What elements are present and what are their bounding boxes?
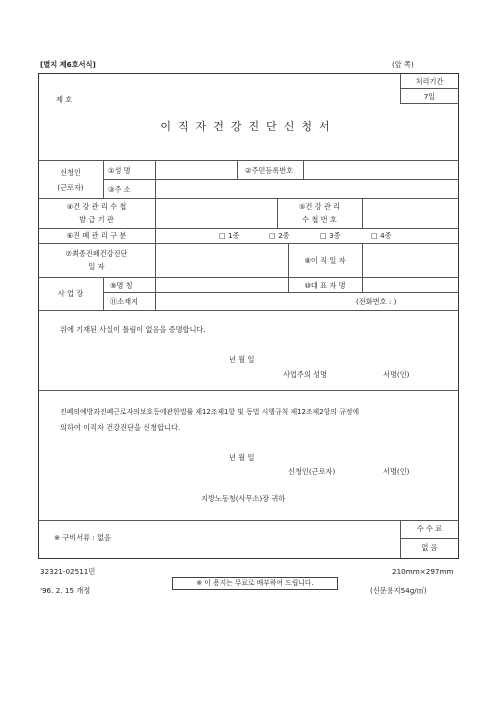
hm-no-label-2: 수 첩 번 호: [302, 215, 337, 224]
wp-name-label: ⑨명 칭: [110, 281, 133, 290]
fee-label: 수 수 료: [416, 524, 443, 533]
leave-date-label: ⑧이 직 일 자: [304, 256, 346, 265]
divider-period-bottom: [400, 103, 459, 104]
divider-period: [400, 88, 459, 89]
wp-name-field[interactable]: [156, 278, 287, 291]
class-option-3[interactable]: □ 3종: [320, 231, 341, 240]
processing-period-value: 7일: [423, 92, 436, 101]
applicant-label: 신청인: [60, 168, 81, 177]
divider-cert-top: [38, 310, 459, 311]
last-exam-label-2: 일 자: [88, 262, 105, 271]
required-docs: ※ 구비서류 : 없음: [54, 533, 111, 542]
class-option-4[interactable]: □ 4종: [371, 231, 392, 240]
page-title: 이직자건강진단신청서: [160, 120, 337, 133]
application-form: [38, 73, 459, 559]
paper-type: (신문용지54g/㎡): [370, 586, 427, 595]
col-class-value: [155, 228, 156, 243]
last-exam-field[interactable]: [156, 244, 287, 276]
name-label: ①성 명: [108, 166, 131, 175]
rep-field[interactable]: [363, 278, 458, 291]
col-workplace: [103, 277, 104, 310]
hm-no-label: ⑤건 강 관 리: [298, 202, 341, 211]
applicant-label-worker: (근로자): [57, 183, 84, 192]
last-exam-label: ⑦최종진폐건강진단: [65, 249, 128, 258]
pneumo-class-label: ⑥진 폐 관 리 구 분: [66, 231, 127, 240]
cert-date: 년 월 일: [229, 355, 255, 364]
applicant-sign-label: 신청인(근로자): [288, 467, 336, 476]
divider-health-row: [38, 228, 459, 229]
col-applicant: [103, 160, 104, 198]
workplace-label: 사 업 장: [57, 289, 84, 298]
address-label: ③주 소: [108, 185, 131, 194]
wp-address-field[interactable]: [156, 293, 351, 309]
revision-date: '96. 2. 15 개정: [40, 586, 91, 595]
processing-period-label: 처리기간: [415, 77, 444, 86]
class-option-2[interactable]: □ 2종: [269, 231, 290, 240]
employer-name-label: 사업주의 성명: [283, 370, 327, 379]
document-number-label: 제 호: [56, 95, 73, 104]
hm-issuer-label-2: 발 급 기 관: [79, 215, 114, 224]
resident-no-field[interactable]: [304, 161, 458, 178]
request-text-line-2: 의하여 이직자 건강진단을 신청합니다.: [60, 423, 181, 432]
hm-issuer-label: ④건 강 관 리 수 첩: [66, 202, 127, 211]
form-code: 32321-02511민: [40, 567, 96, 576]
rep-label: ⑩대 표 자 명: [304, 281, 346, 290]
resident-no-label: ②주민등록번호: [245, 166, 294, 175]
wp-address-label: ⑪소재지: [110, 297, 139, 306]
phone-label: (전화번호 : ): [356, 297, 397, 306]
paper-size: 210mm×297mm: [392, 567, 454, 576]
leave-date-field[interactable]: [363, 244, 458, 276]
employer-sign: 서명(인): [383, 370, 410, 379]
divider-fee: [400, 538, 459, 539]
divider-request-top: [38, 390, 459, 391]
col-resident-label: [237, 160, 238, 179]
divider-docs-top: [38, 520, 459, 521]
applicant-sign: 서명(인): [383, 467, 410, 476]
fee-value: 없 음: [421, 543, 438, 552]
page-side-label: (앞 쪽): [392, 60, 414, 69]
request-text-line-1: 진폐의예방과진폐근로자의보호등에관한법률 제12조제1항 및 동법 시행규칙 제12조제2항의 규정에: [60, 408, 360, 416]
hm-no-field[interactable]: [363, 199, 458, 227]
hm-issuer-field[interactable]: [156, 199, 276, 227]
free-distribution-notice: ※ 이 용지는 무료로 배부하여 드립니다.: [172, 577, 338, 590]
addressee: 지방노동청(사무소)장 귀하: [201, 494, 286, 503]
form-number-label: [별지 제6호서식]: [40, 60, 96, 69]
certification-text: 위에 기재된 사실이 틀림이 없음을 증명합니다.: [60, 325, 206, 334]
request-date: 년 월 일: [229, 453, 255, 462]
address-field[interactable]: [156, 180, 458, 197]
name-field[interactable]: [156, 161, 236, 178]
class-option-1[interactable]: □ 1종: [219, 231, 240, 240]
